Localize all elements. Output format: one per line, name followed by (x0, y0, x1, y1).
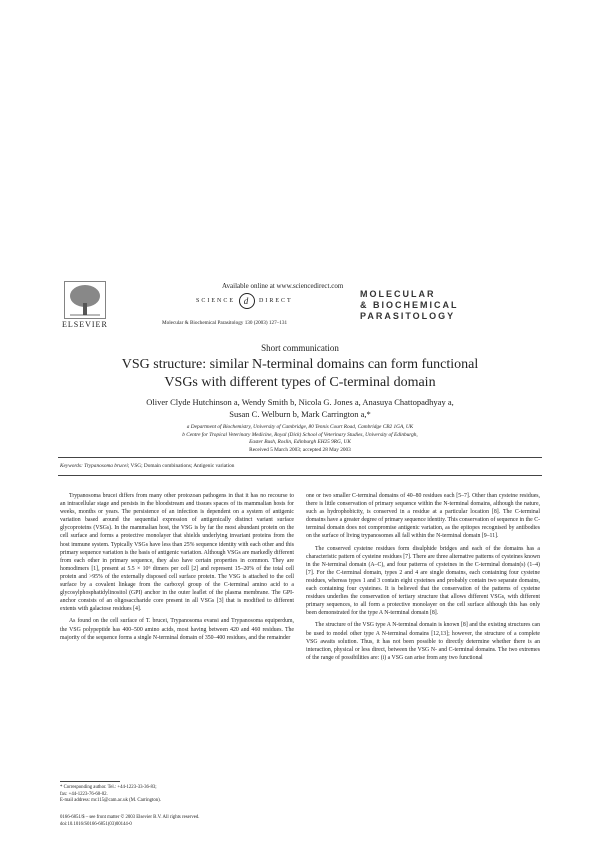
sciencedirect-right: DIRECT (259, 298, 293, 304)
body-left-column (60, 492, 294, 642)
body-paragraph: The conserved cysteine residues form disulphide bridges and each of the domains has a characteristic pattern of cysteine residues [7]. There are three alternative patterns of cysteines known in the N-terminal domain (A–C), and four patterns of cysteines in the C-terminal domain(s) (1–4) [7]. For the C-terminal domain, types 2 and 4 are single domains, each containing four cysteine residues, whereas types 1 and 3 contain eight cysteines and probably contain two separate domains, each containing four cysteines. It is believed that the conservation of the patterns of cysteine residues underlies the conservation of tertiary structure that allows different VSGs, with different primary sequences, to all form a protective monolayer on the cell surface although this has only been demonstrated for the type A N-terminal domain [8]. (306, 545, 540, 617)
footnote-corresponding: * Corresponding author. Tel.: +44-1223-33-36-83; (60, 785, 157, 790)
keywords-label: Keywords: (60, 463, 83, 469)
sciencedirect-circle-icon: d (239, 293, 255, 309)
journal-citation: Molecular & Biochemical Parasitology 130 (2003) 127–131 (162, 320, 288, 326)
affiliations (110, 424, 490, 447)
elsevier-tree-icon (64, 281, 106, 319)
sciencedirect-left: SCIENCE (196, 298, 236, 304)
affiliation-a: a Department of Biochemistry, University of Cambridge, 80 Tennis Court Road, Cambridge CB2 1GA, UK (186, 424, 414, 430)
body-right-column (306, 492, 540, 662)
journal-logo (360, 289, 459, 322)
footnote-divider (60, 781, 120, 782)
body-paragraph: one or two smaller C-terminal domains of 40–80 residues each [5–7]. Other than cysteine residues, there is little conservation of primary sequence within the N-terminal domains, although the nature, such as hydrophobicity, is conserved in a residue at a particular location [8]. The C-terminal domains have a greater degree of primary sequence identity. This conservation of sequence in the C-terminal domain does not compromise antigenic variation, as the epitopes recognised by antibodies on the surface of living trypanosomes all fall within the N-terminal domain [9–11]. (306, 493, 540, 540)
footnote (60, 785, 294, 805)
authors-line-1: Oliver Clyde Hutchinson a, Wendy Smith b, Nicola G. Jones a, Anasuya Chattopadhyay a, (146, 397, 454, 407)
publisher-name: ELSEVIER (62, 320, 108, 329)
affiliation-b-line-1: b Centre for Tropical Veterinary Medicine, Royal (Dick) School of Veterinary Studies, University of Edinburgh, (182, 431, 418, 438)
footer-copyright: 0166-6851/$ – see front matter © 2003 Elsevier B.V. All rights reserved. (60, 815, 200, 820)
divider-top (58, 457, 542, 458)
footnote-email: E-mail address: mc115@cam.ac.uk (M. Carrington). (60, 798, 161, 803)
body-paragraph: The structure of the VSG type A N-terminal domain is known [8] and the existing structures can be used to model other type A N-terminal domains [12,13]; however, the structure of a complete VSG awaits solution. Thus, it has not been possible to directly determine whether there is an interaction, physical or less direct, between the VSG N- and C-terminal domains. The two extremes of the range of possibilities are: (i) a VSG can arise from any two functional (306, 622, 540, 661)
divider-bottom (58, 475, 542, 476)
page-footer (60, 815, 360, 828)
body-paragraph: Trypanosoma brucei differs from many other protozoan pathogens in that it has no recourse to an intracellular stage and persists in the bloodstream and tissues spaces of its mammalian hosts for weeks, months or years. The persistence of an infection is dependent on a system of antigenic variation based around the sequential expression of antigenically distinct variant surface glycoproteins (VSGs). In the mammalian host, the VSG is by far the most abundant protein on the cell surface and forms a protective monolayer that shields underlying invariant proteins from the host immune system. Typically VSGs have less than 25% sequence identity with each other and this primary sequence variation is the basis of antigenic variation. Although VSGs are markedly different from each other in primary sequence, they also have certain properties in common. They are homodimers [1], present at 5.5 × 10⁶ dimers per cell [2] and represent 15–20% of the total cell protein and >95% of the externally disposed cell surface protein. The VSG is attached to the cell surface by a covalent linkage from the carboxyl group of the C-terminal amino acid to a glycosylphosphatidylinositol (GPI) anchor in the outer leaflet of the plasma membrane. The GPI-anchor consists of an oligosaccharide core present in all VSGs [3] that is modified to different extents with galactose residues [4]. (60, 493, 294, 613)
authors (90, 396, 510, 420)
article-title (60, 356, 540, 392)
received-dates: Received 5 March 2003; accepted 28 May 2003 (249, 447, 351, 453)
article-title-line-2: VSGs with different types of C-terminal domain (164, 375, 436, 390)
footer-doi: doi:10.1016/S0166-6851(03)00144-0 (60, 821, 132, 827)
available-online-text: Available online at www.sciencedirect.com (222, 282, 344, 290)
keywords (60, 463, 234, 469)
body-paragraph: As found on the cell surface of T. brucei, Trypanosoma evansi and Trypanosoma equiperdum, the VSG polypeptide has 400–500 amino acids, most having between 420 and 460 residues. The majority of the sequence forms a single N-terminal domain of 350–400 residues, and the remainder (60, 618, 294, 641)
footnote-fax: fax: +44-1223-76-60-02. (60, 791, 108, 797)
keywords-rest: ; VSG; Domain combinations; Antigenic variation (127, 463, 235, 469)
article-type: Short communication (261, 343, 339, 353)
journal-logo-line-2: & BIOCHEMICAL (360, 300, 459, 310)
journal-logo-line-1: MOLECULAR (360, 289, 436, 299)
authors-line-2: Susan C. Welburn b, Mark Carrington a,* (229, 409, 371, 419)
article-title-line-1: VSG structure: similar N-terminal domains can form functional (121, 357, 479, 372)
keywords-organism: Trypanosoma brucei (84, 463, 128, 469)
affiliation-b-line-2: Easter Bush, Roslin, Edinburgh EH25 9RG, UK (249, 439, 351, 445)
sciencedirect-logo (196, 293, 293, 309)
journal-logo-line-3: PARASITOLOGY (360, 311, 456, 321)
